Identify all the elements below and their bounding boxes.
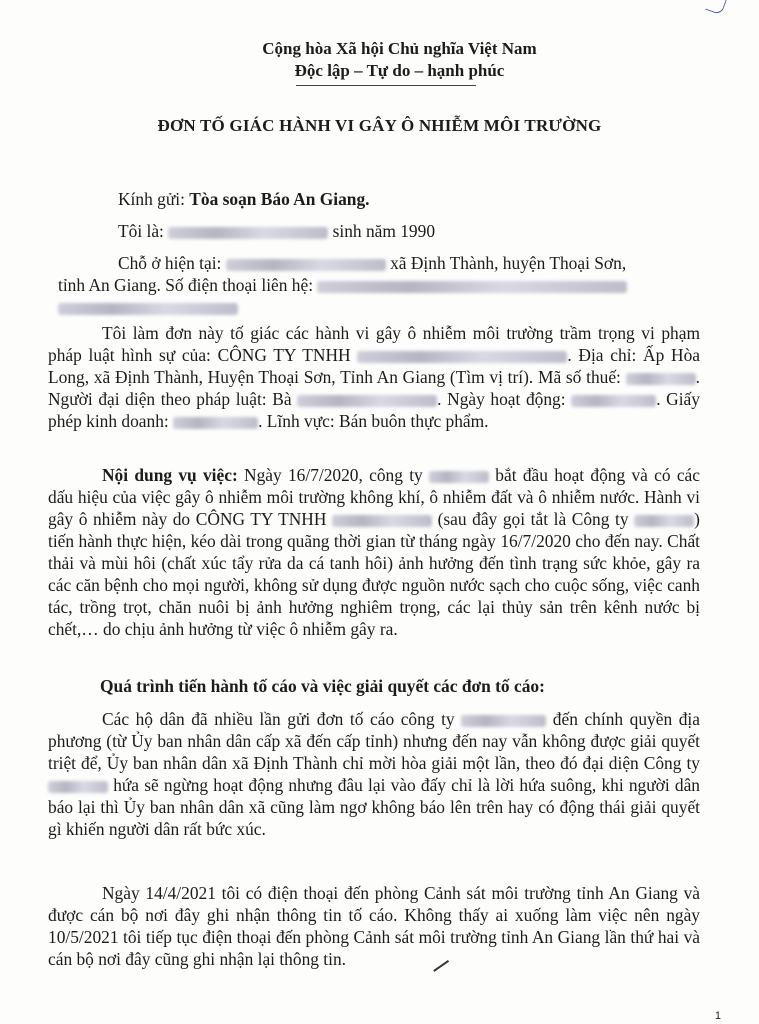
complaint-text-2: . Địa chỉ: Ấp Hòa Long, xã Định Thành, Huyện Thoại Sơn, Tỉnh An Giang (Tìm vị trí). Mã số thuế: <box>48 345 701 387</box>
complaint-paragraph <box>48 322 700 432</box>
process-paragraph-2 <box>48 882 700 970</box>
pen-mark-icon <box>705 0 727 15</box>
complaint-text-4: . Ngày hoạt động: <box>437 389 566 409</box>
process-text-2: đến chính quyền địa phương (từ Ủy ban nhân dân cấp xã đến cấp tỉnh) nhưng đến nay vẫn không được giải quyết triệt để, Ủy ban nhân dân xã Định Thành chỉ mời hòa giải một lần, theo đó đại diện Công ty <box>48 709 700 773</box>
redacted-address <box>226 259 386 271</box>
content-text-1: Ngày 16/7/2020, công ty <box>244 465 423 485</box>
page-number: 1 <box>714 1010 721 1022</box>
redacted-license <box>173 417 258 429</box>
content-text-2: bắt đầu hoạt động và có các dấu hiệu của việc gây ô nhiễm môi trường không khí, ô nhiễm đất và ô nhiễm nước. Hành vi gây ô nhiễm này do CÔNG TY TNHH <box>48 465 700 529</box>
redacted-company <box>357 351 567 363</box>
motto-line: Độc lập – Tự do – hạnh phúc <box>294 61 505 80</box>
phone-label: tỉnh An Giang. Số điện thoại liên hệ: <box>58 275 314 295</box>
redacted-company-rep <box>48 781 108 793</box>
salutation-block <box>48 188 700 318</box>
birth-year: sinh năm 1990 <box>332 221 436 241</box>
residence-label: Chỗ ở hiện tại: <box>118 253 222 273</box>
redacted-name <box>168 227 328 239</box>
complaint-text-5: . Giấy phép kinh doanh: <box>48 389 700 431</box>
redacted-phone <box>317 281 627 293</box>
header-divider <box>296 85 476 86</box>
redacted-company-alias <box>634 515 694 527</box>
content-text-4: tiến hành thực hiện, kéo dài trong quãng thời gian từ tháng ngày 16/7/2020 cho đến nay. Chất thải và mùi hôi (chất xúc tẩy rửa da cá tanh hôi) ảnh hưởng đến tình trạng sức khỏe, gây ra các căn bệnh cho mọi người, không sử dụng được nguồn nước sạch cho cuộc sống, việc canh tác, trồng trọt, chăn nuôi bị ảnh hưởng nghiêm trọng, các lại thủy sản trên kênh nước bị chết,… do chịu ảnh hưởng từ việc ô nhiễm gây ra. <box>48 531 700 639</box>
redacted-company-process <box>461 715 546 727</box>
complaint-text-3: . Người đại diện theo pháp luật: Bà <box>48 367 700 409</box>
content-text-3: (sau đây gọi tắt là Công ty <box>437 509 629 529</box>
redacted-company-full <box>332 515 432 527</box>
complaint-text-6: . Lĩnh vực: Bán buôn thực phẩm. <box>258 411 489 431</box>
complaint-text-1: Tôi làm đơn này tố giác các hành vi gây ô nhiễm môi trường trầm trọng vi phạm pháp luật hình sự của: CÔNG TY TNHH <box>48 323 700 365</box>
redacted-start-date <box>571 395 656 407</box>
redacted-company-short <box>429 471 489 483</box>
process-text-3: hứa sẽ ngừng hoạt động nhưng đâu lại vào đấy chỉ là lời hứa suông, khi người dân báo lại thì Ủy ban nhân dân xã cũng làm ngơ không báo lên trên hay có động thái giải quyết gì khiến người dân rất bức xúc. <box>48 775 700 839</box>
process-paragraph-1 <box>48 708 700 840</box>
content-label: Nội dung vụ việc: <box>102 465 238 485</box>
content-paragraph: Nội dung vụ việc: Ngày 16/7/2020, công ty bắt đầu hoạt động và có các dấu hiệu của việc gây ô nhiễm môi trường không khí, ô nhiễm đất và ô nhiễm nước. Hành vi gây ô nhiễm này do CÔNG TY TNHH (sau đây gọi tắt là Công ty ) tiến hành thực hiện, kéo dài trong quãng thời gian từ tháng ngày 16/7/2020 cho đến nay. Chất thải và mùi hôi (chất xúc tẩy rửa da cá tanh hôi) ảnh hưởng đến tình trạng sức khỏe, gây ra các căn bệnh cho mọi người, không sử dụng được nguồn nước sạch cho cuộc sống, việc canh tác, trồng trọt, chăn nuôi bị ảnh hưởng nghiêm trọng, các lại thủy sản trên kênh nước bị chết,… do chịu ảnh hưởng từ việc ô nhiễm gây ra. <box>48 465 700 639</box>
salutation-label: Kính gửi: <box>118 189 185 209</box>
process-text-1: Các hộ dân đã nhiều lần gửi đơn tố cáo công ty <box>102 709 455 729</box>
redacted-phone-line2 <box>58 303 238 315</box>
nation-line: Cộng hòa Xã hội Chủ nghĩa Việt Nam <box>262 39 537 58</box>
document-header <box>0 38 759 86</box>
process-heading: Quá trình tiến hành tố cáo và việc giải quyết các đơn tố cáo: <box>100 676 545 696</box>
salutation-recipient: Tòa soạn Báo An Giang. <box>189 189 370 209</box>
process-text-4: Ngày 14/4/2021 tôi có điện thoại đến phòng Cảnh sát môi trường tỉnh An Giang và được cán bộ nơi đây ghi nhận thông tin tố cáo. Không thấy ai xuống làm việc nên ngày 10/5/2021 tôi tiếp tục điện thoại đến phòng Cảnh sát môi trường tỉnh An Giang lần thứ hai và cán bộ nơi đây cũng ghi nhận lại thông tin. <box>48 883 700 969</box>
name-label: Tôi là: <box>118 221 164 241</box>
residence-text: xã Định Thành, huyện Thoại Sơn, <box>390 253 627 273</box>
document-title: ĐƠN TỐ GIÁC HÀNH VI GÂY Ô NHIỄM MÔI TRƯỜNG <box>157 116 602 135</box>
redacted-representative <box>297 395 437 407</box>
redacted-tax-id <box>626 373 696 385</box>
